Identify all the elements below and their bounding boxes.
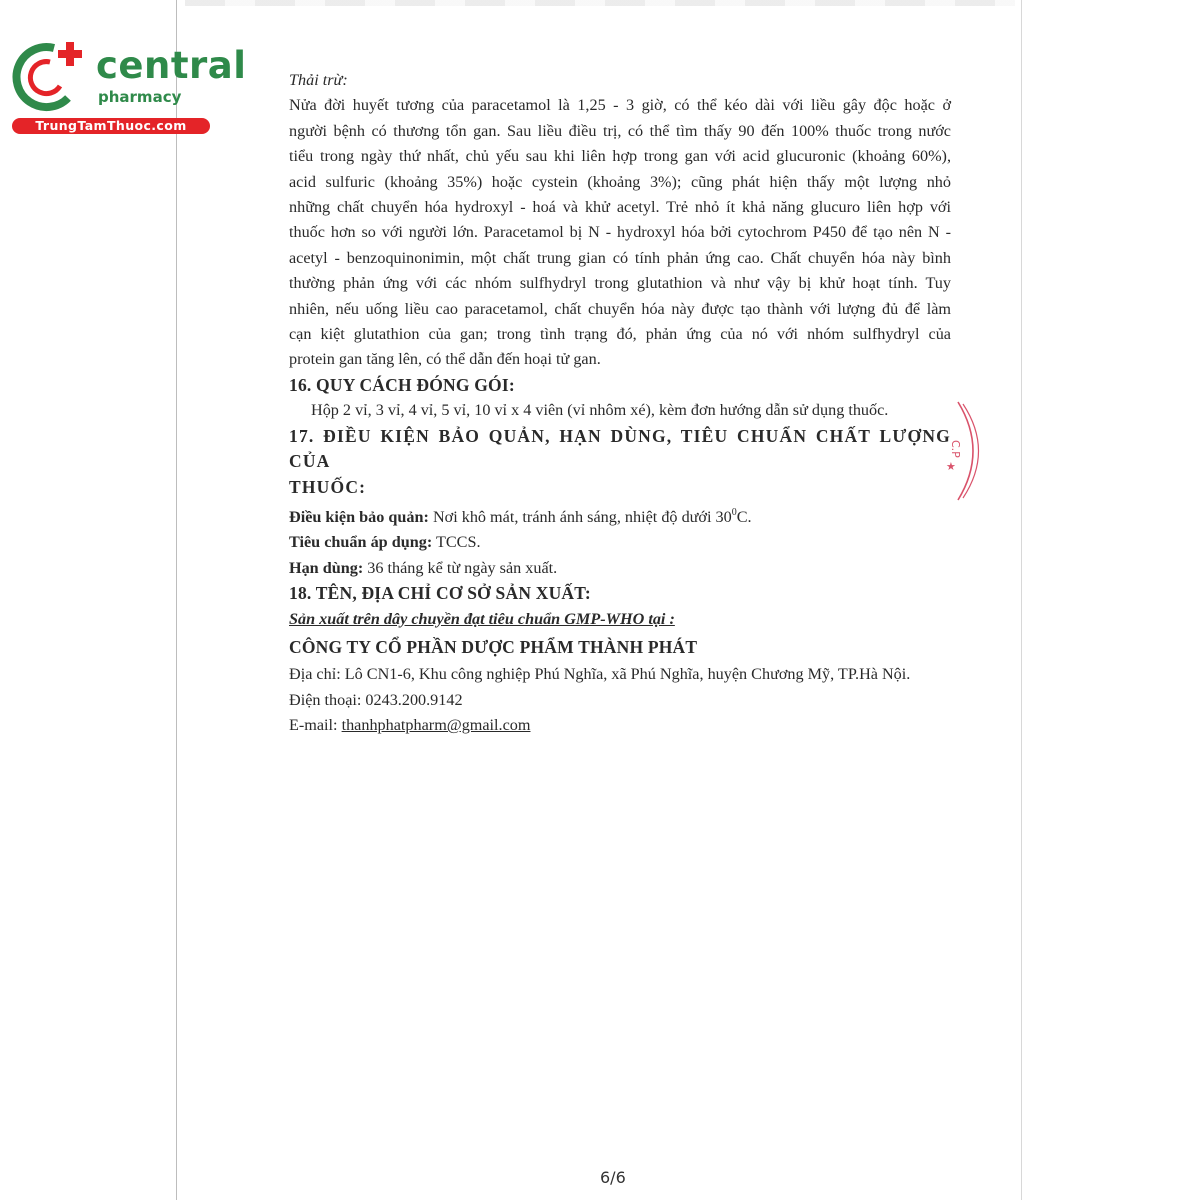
paragraph-line: tiểu trong ngày thứ nhất, chủ yếu sau khi liên hợp trong gan với acid glucuronic (khoảng 60%), [289,147,951,166]
scan-top-noise [185,0,1015,6]
paragraph-line: acetyl - benzoquinonimin, một chất trung gian có tính phản ứng cao. Chất chuyển hóa này bình [289,248,951,267]
company-email-line [289,713,951,738]
degree-superscript: 0 [731,506,737,518]
company-name: CÔNG TY CỔ PHẦN DƯỢC PHẨM THÀNH PHÁT [289,636,698,657]
company-address: Địa chỉ: Lô CN1-6, Khu công nghiệp Phú Nghĩa, xã Phú Nghĩa, huyện Chương Mỹ, TP.Hà Nội. [289,665,911,684]
svg-text:C.P: C.P [949,440,962,458]
page-edge-right [1021,0,1022,1200]
section-17-heading-line1: 17. ĐIỀU KIỆN BẢO QUẢN, HẠN DÙNG, TIÊU CHUẨN CHẤT LƯỢNG CỦA [289,425,951,472]
page-edge-left [176,0,177,1200]
company-phone: Điện thoại: 0243.200.9142 [289,690,463,709]
packaging-text: Hộp 2 vỉ, 3 vỉ, 4 vỉ, 5 vỉ, 10 vỉ x 4 viên (vỉ nhôm xé), kèm đơn hướng dẫn sử dụng thuốc. [311,401,889,420]
email-label: E-mail: [289,716,342,735]
paragraph-line: cạn kiệt glutathion của gan; trong tình trạng đó, phản ứng của nó với nhóm sulfhydryl của [289,325,951,344]
standard-value: TCCS. [432,533,481,552]
expiry-value: 36 tháng kể từ ngày sản xuất. [363,558,558,577]
storage-value: Nơi khô mát, tránh ánh sáng, nhiệt độ dưới 30 [428,507,732,526]
standard-label: Tiêu chuẩn áp dụng: [289,533,433,552]
section-title-elimination: Thải trừ: [289,71,348,89]
gmp-note: Sản xuất trên dây chuyền đạt tiêu chuẩn GMP-WHO tại : [289,609,675,628]
pharmacy-cross-logo-icon [12,40,88,112]
section-16-heading: 16. QUY CÁCH ĐÓNG GÓI: [289,374,515,395]
paragraph-line: nhiên, nếu uống liều cao paracetamol, chất chuyển hóa này được tạo thành với lượng đủ để làm [289,299,951,318]
paragraph-line: những chất chuyển hóa hydroxyl - hoá và khử acetyl. Trẻ nhỏ ít khả năng glucuro liên hợp với [289,198,951,217]
storage-conditions [289,500,951,530]
page-number: 6/6 [600,1168,626,1187]
document-body [289,68,951,739]
section-18-heading: 18. TÊN, ĐỊA CHỈ CƠ SỞ SẢN XUẤT: [289,583,591,604]
paragraph-line: người bệnh có thương tổn gan. Sau liều điều trị, có thể tìm thấy 90 đến 100% thuốc trong nước [289,121,951,140]
logo-subtitle: pharmacy [98,88,182,106]
quality-standard [289,530,951,555]
paragraph-line: thường phản ứng với các nhóm sulfhydryl trong glutathion và như vậy bị khử hoạt tính. Tuy [289,274,951,293]
paragraph-line: protein gan tăng lên, có thể dẫn đến hoại tử gan. [289,350,601,369]
section-17-heading-line2: THUỐC: [289,476,367,497]
storage-unit: C. [736,507,752,526]
paragraph-line: acid sulfuric (khoảng 35%) hoặc cystein (khoảng 3%); cũng phát hiện thấy một lượng nhỏ [289,172,951,191]
storage-label: Điều kiện bảo quản: [289,507,429,526]
svg-text:★: ★ [946,460,956,473]
expiry-label: Hạn dùng: [289,558,364,577]
central-pharmacy-logo [10,38,247,138]
paragraph-line: thuốc hơn so với người lớn. Paracetamol bị N - hydroxyl hóa bởi cytochrom P450 để tạo nên N - [289,223,951,242]
company-stamp-icon [940,398,990,504]
expiry [289,556,951,581]
email-link[interactable]: thanhphatpharm@gmail.com [341,716,531,735]
paragraph-line: Nửa đời huyết tương của paracetamol là 1,25 - 3 giờ, có thể kéo dài với liều gây độc hoặc ở [289,96,951,115]
logo-url-badge: TrungTamThuoc.com [12,118,210,134]
logo-brand-text: central [96,44,247,87]
